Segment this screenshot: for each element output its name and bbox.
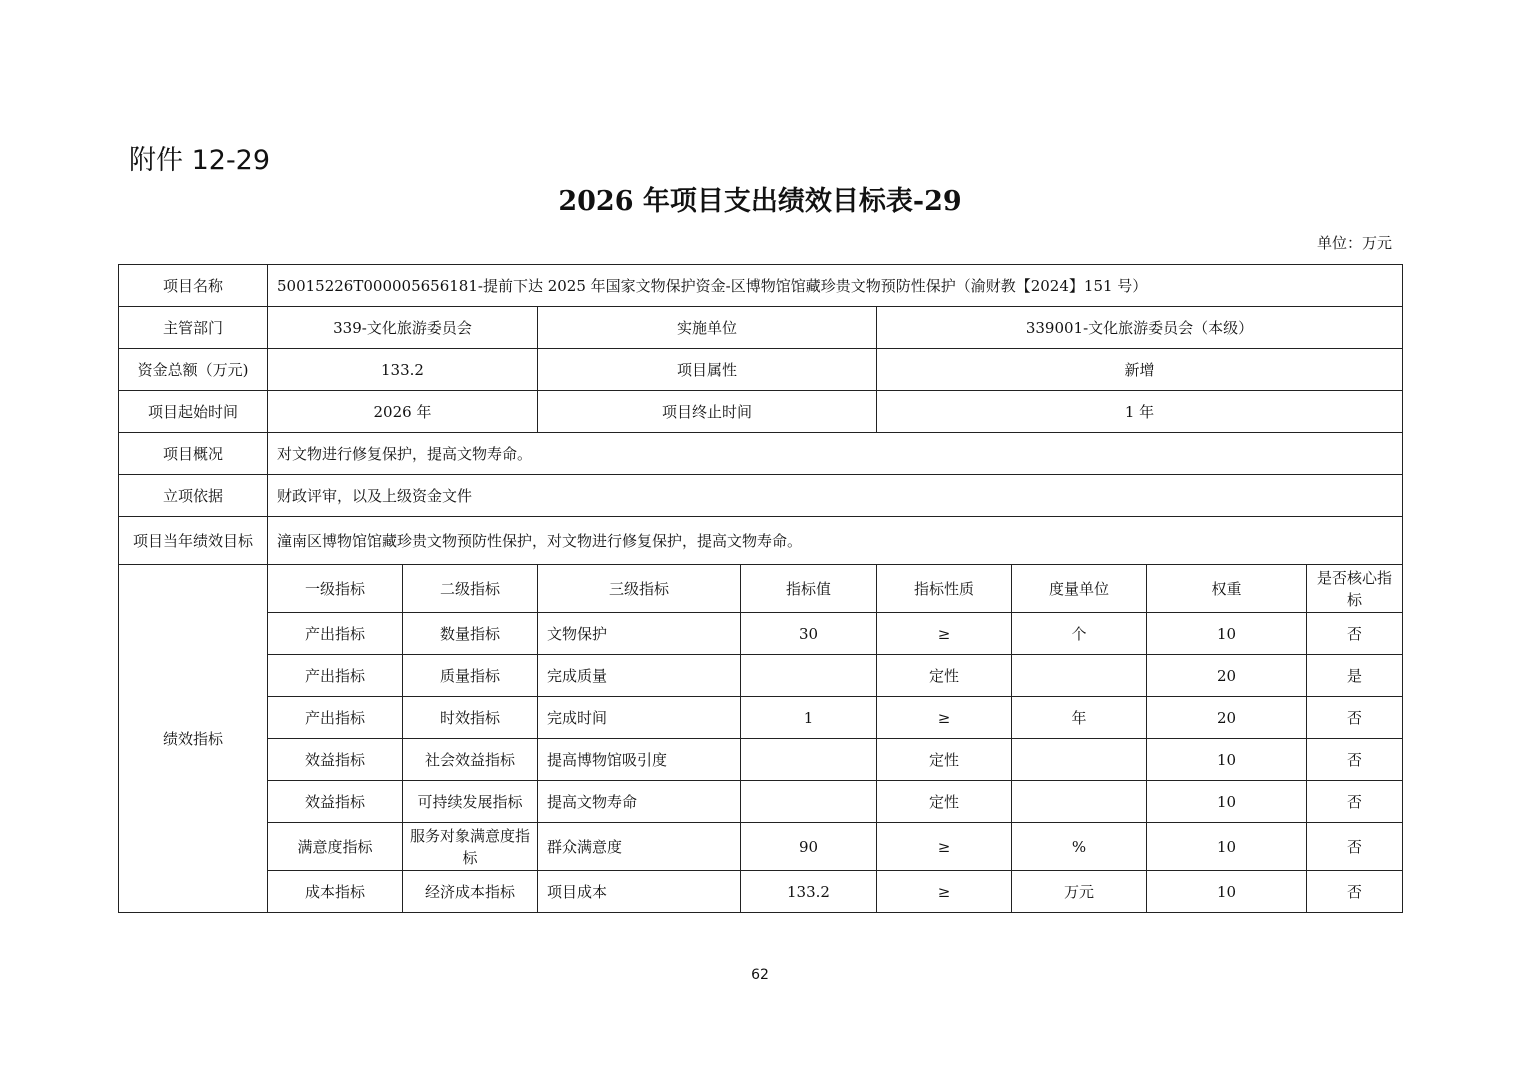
indicator-unit-cell: 年 <box>1012 697 1147 739</box>
indicator-level1-cell: 效益指标 <box>268 739 403 781</box>
indicator-nature-cell: 定性 <box>877 739 1012 781</box>
unit-label: 单位：万元 <box>1316 234 1392 252</box>
indicator-level2-cell: 质量指标 <box>403 655 538 697</box>
indicator-level2-cell: 服务对象满意度指标 <box>403 823 538 871</box>
header-weight: 权重 <box>1147 565 1307 613</box>
end-time-value: 1 年 <box>877 391 1403 433</box>
indicator-value-cell: 90 <box>741 823 877 871</box>
indicator-unit-cell <box>1012 655 1147 697</box>
project-attribute-label: 项目属性 <box>538 349 877 391</box>
indicator-nature-cell: ≥ <box>877 613 1012 655</box>
indicator-level1-cell: 产出指标 <box>268 655 403 697</box>
indicator-value-cell <box>741 781 877 823</box>
indicator-value-cell <box>741 655 877 697</box>
indicator-nature-cell: ≥ <box>877 823 1012 871</box>
header-value: 指标值 <box>741 565 877 613</box>
page-number: 62 <box>751 967 769 983</box>
indicator-weight-cell: 10 <box>1147 871 1307 913</box>
department-value: 339-文化旅游委员会 <box>268 307 538 349</box>
indicator-row <box>119 823 1403 871</box>
implementing-unit-label: 实施单位 <box>538 307 877 349</box>
project-attribute-value: 新增 <box>877 349 1403 391</box>
indicator-weight-cell: 10 <box>1147 739 1307 781</box>
header-level1: 一级指标 <box>268 565 403 613</box>
indicator-row <box>119 655 1403 697</box>
indicator-row <box>119 697 1403 739</box>
indicator-value-cell: 1 <box>741 697 877 739</box>
indicator-weight-cell: 10 <box>1147 823 1307 871</box>
indicator-level3-cell: 项目成本 <box>538 871 741 913</box>
page-title: 2026 年项目支出绩效目标表-29 <box>558 186 962 217</box>
indicator-nature-cell: 定性 <box>877 655 1012 697</box>
indicator-value-cell <box>741 739 877 781</box>
total-funds-value: 133.2 <box>268 349 538 391</box>
indicator-level2-cell: 数量指标 <box>403 613 538 655</box>
indicator-core-cell: 否 <box>1307 613 1403 655</box>
indicator-level3-cell: 完成时间 <box>538 697 741 739</box>
indicator-level3-cell: 文物保护 <box>538 613 741 655</box>
indicator-core-cell: 否 <box>1307 871 1403 913</box>
indicator-row <box>119 739 1403 781</box>
indicator-level1-cell: 产出指标 <box>268 613 403 655</box>
indicator-level3-cell: 群众满意度 <box>538 823 741 871</box>
basis-row <box>119 475 1403 517</box>
overview-row <box>119 433 1403 475</box>
header-level2: 二级指标 <box>403 565 538 613</box>
department-row <box>119 307 1403 349</box>
indicator-core-cell: 否 <box>1307 697 1403 739</box>
indicator-weight-cell: 10 <box>1147 781 1307 823</box>
indicator-level1-cell: 产出指标 <box>268 697 403 739</box>
indicator-level3-cell: 提高文物寿命 <box>538 781 741 823</box>
performance-table <box>118 264 1403 913</box>
period-row <box>119 391 1403 433</box>
header-unit: 度量单位 <box>1012 565 1147 613</box>
indicator-level1-cell: 成本指标 <box>268 871 403 913</box>
total-funds-label: 资金总额（万元) <box>119 349 268 391</box>
indicator-value-cell: 30 <box>741 613 877 655</box>
indicator-unit-cell <box>1012 739 1147 781</box>
project-name-value: 50015226T000005656181-提前下达 2025 年国家文物保护资金-区博物馆馆藏珍贵文物预防性保护（渝财教【2024】151 号） <box>268 265 1403 307</box>
funds-row <box>119 349 1403 391</box>
indicator-weight-cell: 20 <box>1147 655 1307 697</box>
indicator-core-cell: 否 <box>1307 823 1403 871</box>
indicator-unit-cell <box>1012 781 1147 823</box>
start-time-value: 2026 年 <box>268 391 538 433</box>
header-nature: 指标性质 <box>877 565 1012 613</box>
indicator-unit-cell: % <box>1012 823 1147 871</box>
basis-label: 立项依据 <box>119 475 268 517</box>
implementing-unit-value: 339001-文化旅游委员会（本级） <box>877 307 1403 349</box>
indicator-core-cell: 否 <box>1307 739 1403 781</box>
indicator-level2-cell: 时效指标 <box>403 697 538 739</box>
indicator-core-cell: 否 <box>1307 781 1403 823</box>
project-name-row <box>119 265 1403 307</box>
attachment-label: 附件 12-29 <box>129 145 271 176</box>
annual-goal-label: 项目当年绩效目标 <box>119 517 268 565</box>
indicator-unit-cell: 个 <box>1012 613 1147 655</box>
start-time-label: 项目起始时间 <box>119 391 268 433</box>
header-core: 是否核心指标 <box>1307 565 1403 613</box>
performance-indicators-label: 绩效指标 <box>119 565 268 913</box>
project-name-label: 项目名称 <box>119 265 268 307</box>
indicator-level2-cell: 经济成本指标 <box>403 871 538 913</box>
indicator-value-cell: 133.2 <box>741 871 877 913</box>
goal-row <box>119 517 1403 565</box>
indicator-header-row <box>119 565 1403 613</box>
annual-goal-value: 潼南区博物馆馆藏珍贵文物预防性保护，对文物进行修复保护，提高文物寿命。 <box>268 517 1403 565</box>
indicator-nature-cell: ≥ <box>877 871 1012 913</box>
indicator-row <box>119 781 1403 823</box>
indicator-unit-cell: 万元 <box>1012 871 1147 913</box>
indicator-weight-cell: 20 <box>1147 697 1307 739</box>
indicator-nature-cell: 定性 <box>877 781 1012 823</box>
indicator-core-cell: 是 <box>1307 655 1403 697</box>
indicator-level2-cell: 社会效益指标 <box>403 739 538 781</box>
indicator-row <box>119 613 1403 655</box>
indicator-nature-cell: ≥ <box>877 697 1012 739</box>
indicator-weight-cell: 10 <box>1147 613 1307 655</box>
indicator-level3-cell: 完成质量 <box>538 655 741 697</box>
indicator-level2-cell: 可持续发展指标 <box>403 781 538 823</box>
department-label: 主管部门 <box>119 307 268 349</box>
header-level3: 三级指标 <box>538 565 741 613</box>
indicator-level1-cell: 效益指标 <box>268 781 403 823</box>
overview-value: 对文物进行修复保护，提高文物寿命。 <box>268 433 1403 475</box>
indicator-level1-cell: 满意度指标 <box>268 823 403 871</box>
indicator-level3-cell: 提高博物馆吸引度 <box>538 739 741 781</box>
end-time-label: 项目终止时间 <box>538 391 877 433</box>
indicator-row <box>119 871 1403 913</box>
overview-label: 项目概况 <box>119 433 268 475</box>
basis-value: 财政评审，以及上级资金文件 <box>268 475 1403 517</box>
